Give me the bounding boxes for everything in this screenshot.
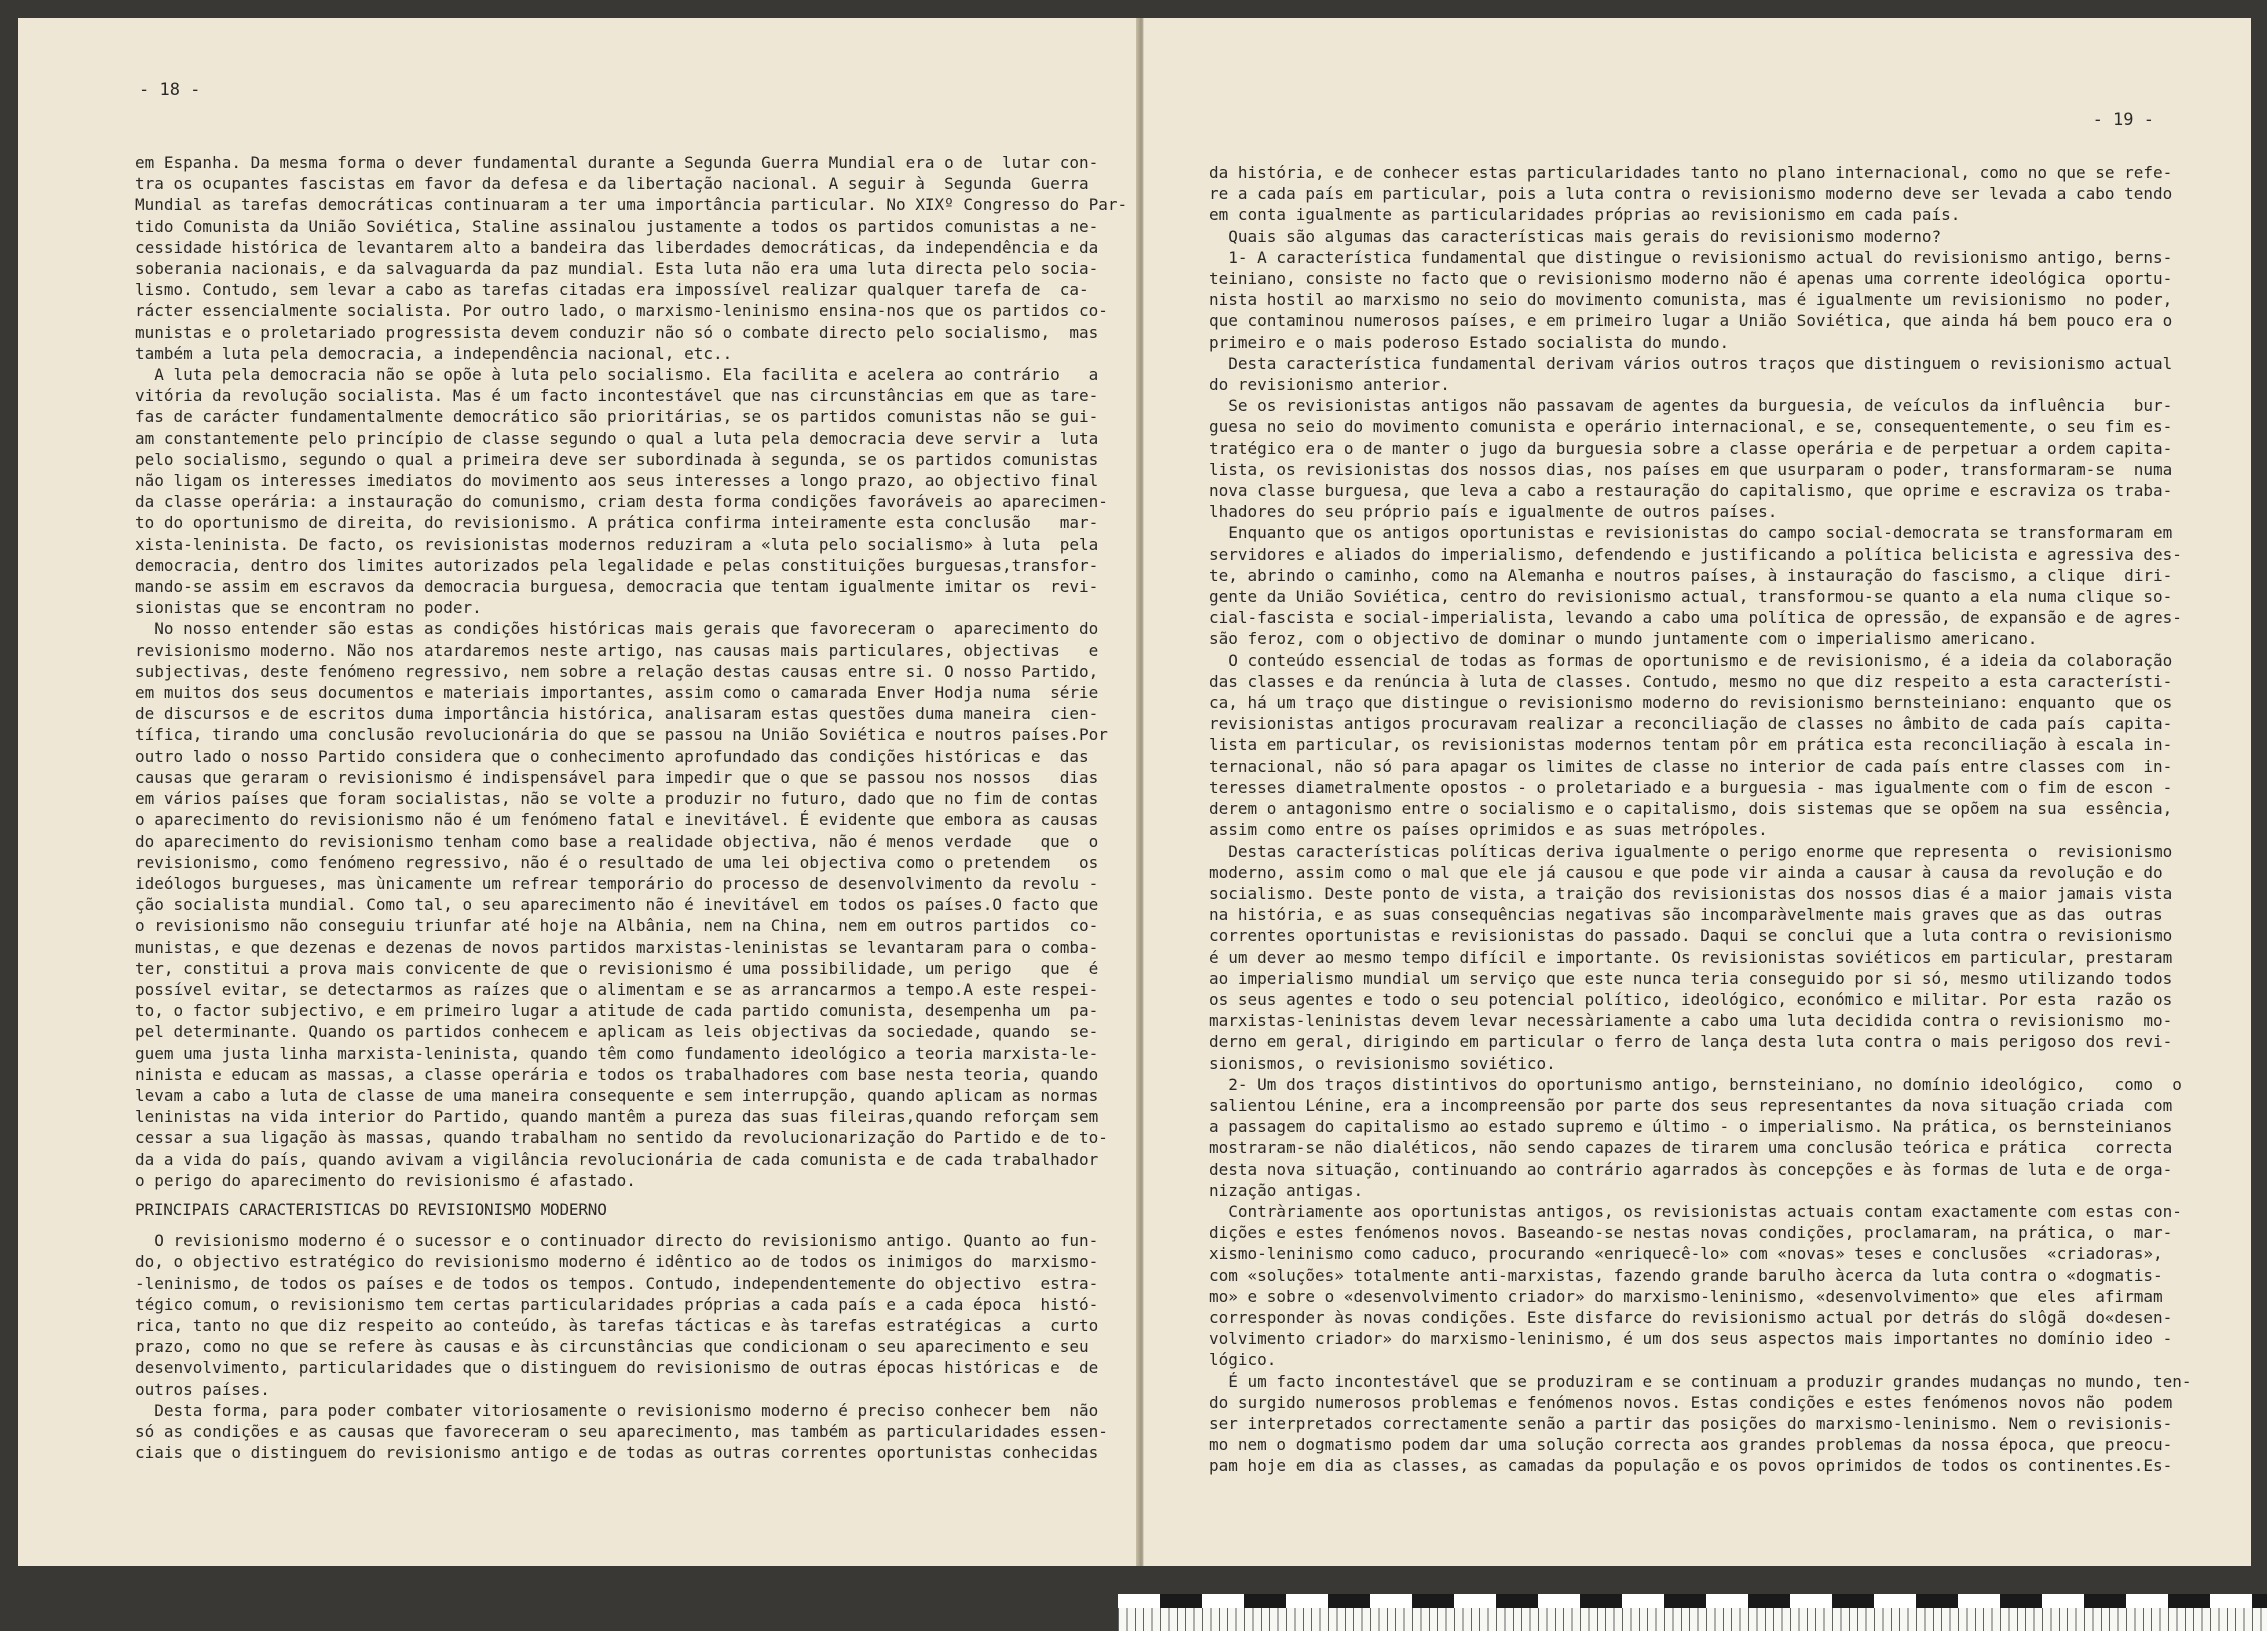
text-line: teresses diametralmente opostos - o proletariado e a burguesia - mas igualmente com o fim de escon - <box>1209 777 2173 797</box>
scale-ruler <box>1118 1594 2267 1631</box>
text-line: Desta forma, para poder combater vitoriosamente o revisionismo moderno é preciso conhecer bem não <box>135 1400 1099 1420</box>
text-line: corresponder às novas condições. Este disfarce do revisionismo actual por detrás do slôgã do«desen- <box>1209 1307 2173 1327</box>
text-line: a passagem do capitalismo ao estado supremo e último - o imperialismo. Na prática, os bernsteinianos <box>1209 1117 2173 1137</box>
text-line: das classes e da renúncia à luta de classes. Contudo, mesmo no que diz respeito a esta característi- <box>1209 671 2173 691</box>
text-line: da classe operária: a instauração do comunismo, criam desta forma condições favoráveis ao aparecimen- <box>135 492 1108 512</box>
text-line: moderno, assim como o mal que ele já causou e que pode vir ainda a causar à causa da revolução e do <box>1209 862 2163 882</box>
text-line: é um dever ao mesmo tempo difícil e importante. Os revisionistas soviéticos em particular, prestaram <box>1209 947 2173 967</box>
text-line: da a vida do país, quando avivam a vigilância revolucionária de cada comunista e de cada trabalhador <box>135 1149 1099 1169</box>
text-line: tido Comunista da União Soviética, Staline assinalou justamente a todos os partidos comunistas a ne- <box>135 216 1099 236</box>
text-line: to do oportunismo de direita, do revisionismo. A prática confirma inteiramente esta conclusão mar- <box>135 513 1099 533</box>
text-line: mostraram-se não dialéticos, não sendo capazes de tirarem uma conclusão teórica e prática correcta <box>1209 1138 2173 1158</box>
text-line: lista em particular, os revisionistas modernos tentam pôr em prática esta reconciliação à escala in- <box>1209 735 2173 755</box>
text-line: Se os revisionistas antigos não passavam de agentes da burguesia, de veículos da influência bur- <box>1209 396 2173 416</box>
ruler-strip <box>1118 1594 2267 1608</box>
text-line: mo nem o dogmatismo podem dar uma solução correcta aos grandes problemas da nossa época, que preocu- <box>1209 1435 2173 1455</box>
text-line: guem uma justa linha marxista-leninista, quando têm como fundamento ideológico a teoria marxista-le- <box>135 1043 1099 1063</box>
text-line: fas de carácter fundamentalmente democrático são prioritárias, se os partidos comunistas não se gui- <box>135 407 1099 427</box>
text-line: o revisionismo não conseguiu triunfar até hoje na Albânia, nem na China, nem em outros partidos co- <box>135 916 1099 936</box>
text-line: munistas, e que dezenas e dezenas de novos partidos marxistas-leninistas se levantaram para o comba- <box>135 937 1099 957</box>
text-line: re a cada país em particular, pois a luta contra o revisionismo moderno deve ser levada a cabo tendo <box>1209 184 2173 204</box>
text-line: ção socialista mundial. Como tal, o seu aparecimento não é inevitável em todos os países.O facto que <box>135 895 1099 915</box>
text-line: desta nova situação, continuando ao contrário agarrados às concepções e às formas de luta e de orga- <box>1209 1159 2173 1179</box>
text-line: com «soluções» totalmente anti-marxistas, fazendo grande barulho àcerca da luta contra o «dogmatis- <box>1209 1265 2163 1285</box>
text-line: sionismos, o revisionismo soviético. <box>1209 1053 1556 1073</box>
text-line: não ligam os interesses imediatos do movimento aos seus interesses a longo prazo, ao objectivo final <box>135 471 1099 491</box>
text-line: te, abrindo o caminho, como na Alemanha e noutros países, à instauração do fascismo, a clique diri- <box>1209 565 2173 585</box>
text-line: levam a cabo a luta de classe de uma maneira consequente e sem interrupção, quando aplicam as normas <box>135 1085 1099 1105</box>
text-line: cessidade histórica de levantarem alto a bandeira das liberdades democráticas, da independência e da <box>135 237 1099 257</box>
text-line: Desta característica fundamental derivam vários outros traços que distinguem o revisionismo actual <box>1209 353 2173 373</box>
text-line: salientou Lénine, era a incompreensão por parte dos seus representantes da nova situação criada com <box>1209 1095 2173 1115</box>
text-line: nização antigas. <box>1209 1180 1364 1200</box>
text-line: soberania nacionais, e da salvaguarda da paz mundial. Esta luta não era uma luta directa pelo socia- <box>135 259 1099 279</box>
right-page <box>1143 18 2251 1566</box>
text-line: O revisionismo moderno é o sucessor e o continuador directo do revisionismo antigo. Quanto ao fun- <box>135 1231 1099 1251</box>
text-line: revisionistas antigos procuravam realizar a reconciliação de classes no âmbito de cada país capita- <box>1209 714 2173 734</box>
text-line: em conta igualmente as particularidades próprias ao revisionismo em cada país. <box>1209 205 1961 225</box>
text-line: pel determinante. Quando os partidos conhecem e aplicam as leis objectivas da sociedade, quando se- <box>135 1022 1099 1042</box>
text-line: A luta pela democracia não se opõe à luta pelo socialismo. Ela facilita e acelera ao contrário a <box>135 365 1099 385</box>
text-line: servidores e aliados do imperialismo, defendendo e justificando a política belicista e agressiva des- <box>1209 544 2182 564</box>
text-line: É um facto incontestável que se produziram e se continuam a produzir grandes mudanças no mundo, ten- <box>1209 1371 2192 1391</box>
text-line: Mundial as tarefas democráticas continuaram a ter uma importância particular. No XIXº Congresso do Par- <box>135 195 1128 215</box>
text-line: em muitos dos seus documentos e materiais importantes, assim como o camarada Enver Hodja numa série <box>135 683 1099 703</box>
text-line: 1- A característica fundamental que distingue o revisionismo actual do revisionismo antigo, berns- <box>1209 247 2173 267</box>
text-line: tra os ocupantes fascistas em favor da defesa e da libertação nacional. A seguir à Segunda Guerra <box>135 174 1089 194</box>
text-line: do surgido numerosos problemas e fenómenos novos. Estas condições e estes fenómenos novos não podem <box>1209 1392 2173 1412</box>
text-line: O conteúdo essencial de todas as formas de oportunismo e de revisionismo, é a ideia da colaboração <box>1209 650 2173 670</box>
text-line: cial-fascista e social-imperialista, levando a cabo uma política de opressão, de expansão e de agres- <box>1209 608 2182 628</box>
text-line: Enquanto que os antigos oportunistas e revisionistas do campo social-democrata se transformaram em <box>1209 523 2173 543</box>
text-line: lógico. <box>1209 1350 1277 1370</box>
text-line: rácter essencialmente socialista. Por outro lado, o marxismo-leninismo ensina-nos que os partidos co- <box>135 301 1108 321</box>
text-line: prazo, como no que se refere às causas e às circunstâncias que condicionam o seu aparecimento e seu <box>135 1337 1089 1357</box>
text-line: também a luta pela democracia, a independência nacional, etc.. <box>135 343 733 363</box>
text-line: lhadores do seu próprio país e igualmente de outros países. <box>1209 502 1778 522</box>
text-line: em Espanha. Da mesma forma o dever fundamental durante a Segunda Guerra Mundial era o de lutar con- <box>135 153 1099 172</box>
text-line: am constantemente pelo princípio de classe segundo o qual a luta pela democracia deve servir a luta <box>135 428 1099 448</box>
text-line: tégico comum, o revisionismo tem certas particularidades próprias a cada país e a cada época histó- <box>135 1294 1099 1314</box>
text-line: pelo socialismo, segundo o qual a primeira deve ser subordinada à segunda, se os partidos comunistas <box>135 449 1099 469</box>
text-line: -leninismo, de todos os países e de todos os tempos. Contudo, independentemente do objectivo estra- <box>135 1273 1099 1293</box>
text-line: o perigo do aparecimento do revisionismo é afastado. <box>135 1170 636 1190</box>
text-line: ao imperialismo mundial um serviço que este nunca teria conseguido por si só, mesmo utilizando todos <box>1209 968 2173 988</box>
right-page-text <box>1209 162 2219 1477</box>
left-page-text <box>135 152 1128 1463</box>
text-line: rica, tanto no que diz respeito ao conteúdo, às tarefas tácticas e às tarefas estratégicas a curto <box>135 1315 1099 1335</box>
text-line: mo» e sobre o «desenvolvimento criador» do marxismo-leninismo, «desenvolvimento» que eles afirmam <box>1209 1286 2163 1306</box>
text-line: na história, e as suas consequências negativas são incomparàvelmente mais graves que as das outras <box>1209 905 2163 925</box>
text-line: No nosso entender são estas as condições históricas mais gerais que favoreceram o aparecimento do <box>135 619 1099 639</box>
text-line: causas que geraram o revisionismo é indispensável para impedir que o que se passou nos nossos dias <box>135 767 1099 787</box>
text-line: lismo. Contudo, sem levar a cabo as tarefas citadas era impossível realizar qualquer tarefa de ca- <box>135 280 1089 300</box>
text-line: dições e estes fenómenos novos. Baseando-se nestas novas condições, proclamaram, na prática, o mar- <box>1209 1223 2173 1243</box>
text-line: em vários países que foram socialistas, não se volte a produzir no futuro, dado que no fim de contas <box>135 789 1099 809</box>
text-line: nova classe burguesa, que leva a cabo a restauração do capitalismo, que oprime e escraviza os traba- <box>1209 481 2173 501</box>
text-line: socialismo. Deste ponto de vista, a traição dos revisionistas dos nossos dias é a maior jamais vista <box>1209 883 2173 903</box>
text-line: volvimento criador» do marxismo-leninismo, é um dos seus aspectos mais importantes no domínio ideo - <box>1209 1329 2173 1349</box>
text-line: que contaminou numerosos países, e em primeiro lugar a União Soviética, que ainda há bem pouco era o <box>1209 311 2173 331</box>
text-line: to, o factor subjectivo, e em primeiro lugar a atitude de cada partido comunista, desempenha um pa- <box>135 1001 1099 1021</box>
text-line: lista, os revisionistas dos nossos dias, nos países em que usurparam o poder, transformaram-se numa <box>1209 459 2173 479</box>
text-line: revisionismo moderno. Não nos atardaremos neste artigo, nas causas mais particulares, objectivas e <box>135 640 1099 660</box>
text-line: cessar a sua ligação às massas, quando trabalham no sentido da revolucionarização do Partido e de to- <box>135 1128 1108 1148</box>
text-line: Quais são algumas das características mais gerais do revisionismo moderno? <box>1209 226 1942 246</box>
text-line: de discursos e de escritos duma importância histórica, analisaram estas questões duma maneira cien- <box>135 704 1099 724</box>
text-line: tratégico era o de manter o jugo da burguesia sobre a classe operária e de perpetuar a ordem capita- <box>1209 438 2173 458</box>
text-line: pam hoje em dia as classes, as camadas da população e os povos oprimidos de todos os continentes.Es- <box>1209 1456 2173 1476</box>
text-line: munistas e o proletariado progressista devem conduzir não só o combate directo pelo socialismo, mas <box>135 322 1099 342</box>
text-line: ciais que o distinguem do revisionismo antigo e de todas as outras correntes oportunistas conhecidas <box>135 1443 1099 1463</box>
text-line: marxistas-leninistas devem levar necessàriamente a cabo uma luta decidida contra o revisionismo mo- <box>1209 1011 2173 1031</box>
text-line: assim como entre os países oprimidos e as suas metrópoles. <box>1209 820 1768 840</box>
text-line: ideólogos burgueses, mas ùnicamente um refrear temporário do processo de desenvolvimento da revolu - <box>135 873 1099 893</box>
text-line: outro lado o nosso Partido considera que o conhecimento aprofundado das condições históricas e das <box>135 746 1089 766</box>
text-line: correntes oportunistas e revisionistas do passado. Daqui se conclui que a luta contra o revisionismo <box>1209 926 2173 946</box>
text-line: ser interpretados correctamente senão a partir das posições do marxismo-leninismo. Nem o revisionis- <box>1209 1413 2173 1433</box>
text-line: mando-se assim em escravos da democracia burguesa, democracia que tentam igualmente imitar os revi- <box>135 577 1099 597</box>
text-line: desenvolvimento, particularidades que o distinguem do revisionismo de outras épocas históricas e de <box>135 1358 1099 1378</box>
text-line: da história, e de conhecer estas particularidades tanto no plano internacional, como no que se refe- <box>1209 163 2173 182</box>
text-line: outros países. <box>135 1379 270 1399</box>
text-line: ter, constitui a prova mais convicente de que o revisionismo é uma possibilidade, um perigo que é <box>135 958 1099 978</box>
text-line: revisionismo, como fenómeno regressivo, não é o resultado de uma lei objectiva como o pretendem os <box>135 852 1099 872</box>
text-line: xismo-leninismo como caduco, procurando «enriquecê-lo» com «novas» teses e conclusões «criadoras», <box>1209 1244 2163 1264</box>
ruler-ticks <box>1118 1608 2267 1631</box>
text-line: do aparecimento do revisionismo tenham como base a realidade objectiva, não é menos verdade que o <box>135 831 1099 851</box>
text-line: teiniano, consiste no facto que o revisionismo moderno não é apenas uma corrente ideológica oportu- <box>1209 269 2173 289</box>
text-line: são feroz, com o objectivo de dominar o mundo juntamente com o imperialismo americano. <box>1209 629 2038 649</box>
text-line: Contràriamente aos oportunistas antigos, os revisionistas actuais contam exactamente com estas con- <box>1209 1201 2182 1221</box>
text-line: ca, há um traço que distingue o revisionismo moderno do revisionismo bernsteiniano: enquanto que os <box>1209 693 2173 713</box>
text-line: derno em geral, dirigindo em particular o ferro de lança desta luta contra o mais perigoso dos revi- <box>1209 1032 2173 1052</box>
text-line: do, o objectivo estratégico do revisionismo moderno é idêntico ao de todos os inimigos do marxismo- <box>135 1252 1099 1272</box>
page-number: - 19 - <box>2092 110 2154 130</box>
text-line: gente da União Soviética, centro do revisionismo actual, transformou-se quanto a ela numa clique so- <box>1209 587 2173 607</box>
text-line: derem o antagonismo entre o socialismo e o capitalismo, dois sistemas que se opõem na sua essência, <box>1209 799 2173 819</box>
page-number: - 18 - <box>139 80 201 100</box>
text-line: ternacional, não só para apagar os limites de classe no interior de cada país entre classes com in- <box>1209 756 2173 776</box>
section-heading: PRINCIPAIS CARACTERISTICAS DO REVISIONISMO MODERNO <box>135 1199 607 1219</box>
text-line: tífica, tirando uma conclusão revolucionária do que se passou na União Soviética e noutros países.Por <box>135 725 1108 745</box>
text-line: só as condições e as causas que favoreceram o seu aparecimento, mas também as particularidades essen- <box>135 1421 1108 1441</box>
left-page <box>18 18 1140 1566</box>
text-line: vitória da revolução socialista. Mas é um facto incontestável que nas circunstâncias em que as tare- <box>135 386 1099 406</box>
text-line: o aparecimento do revisionismo não é um fenómeno fatal e inevitável. É evidente que embora as causas <box>135 810 1099 830</box>
text-line: primeiro e o mais poderoso Estado socialista do mundo. <box>1209 332 1730 352</box>
text-line: xista-leninista. De facto, os revisionistas modernos reduziram a «luta pelo socialismo» à luta pela <box>135 534 1099 554</box>
text-line: nista hostil ao marxismo no seio do movimento comunista, mas é igualmente um revisionismo no poder, <box>1209 290 2173 310</box>
text-line: democracia, dentro dos limites autorizados pela legalidade e pelas constituições burguesas,transfor- <box>135 555 1099 575</box>
text-line: os seus agentes e todo o seu potencial político, ideológico, económico e militar. Por esta razão os <box>1209 989 2173 1009</box>
text-line: 2- Um dos traços distintivos do oportunismo antigo, bernsteiniano, no domínio ideológico, como o <box>1209 1074 2182 1094</box>
text-line: do revisionismo anterior. <box>1209 375 1450 395</box>
text-line: leninistas na vida interior do Partido, quando mantêm a pureza das suas fileiras,quando reforçam sem <box>135 1107 1099 1127</box>
text-line: ninista e educam as massas, a classe operária e todos os trabalhadores com base nesta teoria, quando <box>135 1064 1099 1084</box>
text-line: guesa no seio do movimento comunista e operário internacional, e se, consequentemente, o seu fim es- <box>1209 417 2173 437</box>
text-line: subjectivas, deste fenómeno regressivo, nem sobre a relação destas causas entre si. O nosso Partido, <box>135 661 1099 681</box>
text-line: sionistas que se encontram no poder. <box>135 598 482 618</box>
text-line: possível evitar, se detectarmos as raízes que o alimentam e se as arrancarmos a tempo.A este respei- <box>135 979 1099 999</box>
text-line: Destas características políticas deriva igualmente o perigo enorme que representa o revisionismo <box>1209 841 2173 861</box>
